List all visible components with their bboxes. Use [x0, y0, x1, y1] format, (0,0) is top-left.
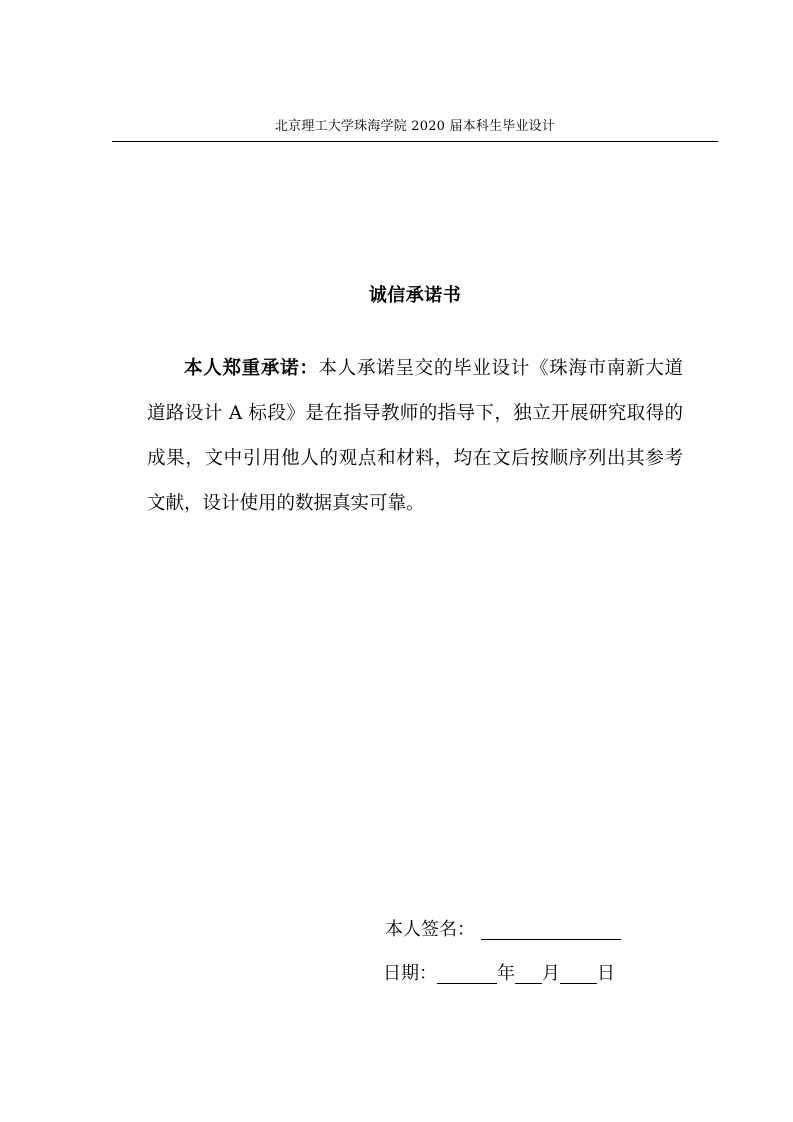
pledge-body: 本人承诺呈交的毕业设计《珠海市南新大道道路设计 A 标段》是在指导教师的指导下，独立开展研究取得的成果，文中引用他人的观点和材料，均在文后按顺序列出其参考文献，设计使用的数据真实可靠。 [147, 358, 683, 514]
page-header: 北京理工大学珠海学院 2020 届本科生毕业设计 [274, 119, 556, 134]
date-label: 日期： [383, 963, 437, 984]
day-label: 日 [597, 963, 615, 984]
document-title: 诚信承诺书 [368, 285, 462, 306]
day-blank[interactable] [560, 963, 597, 984]
date-line [383, 960, 615, 988]
year-label: 年 [497, 963, 515, 984]
pledge-paragraph [147, 346, 683, 526]
month-blank[interactable] [515, 963, 542, 984]
header-divider [112, 141, 718, 142]
month-label: 月 [542, 963, 560, 984]
signature-line [385, 916, 621, 944]
signature-blank[interactable] [481, 919, 621, 940]
pledge-lead: 本人郑重承诺： [184, 358, 319, 379]
signature-label: 本人签名： [385, 919, 475, 940]
year-blank[interactable] [437, 963, 497, 984]
